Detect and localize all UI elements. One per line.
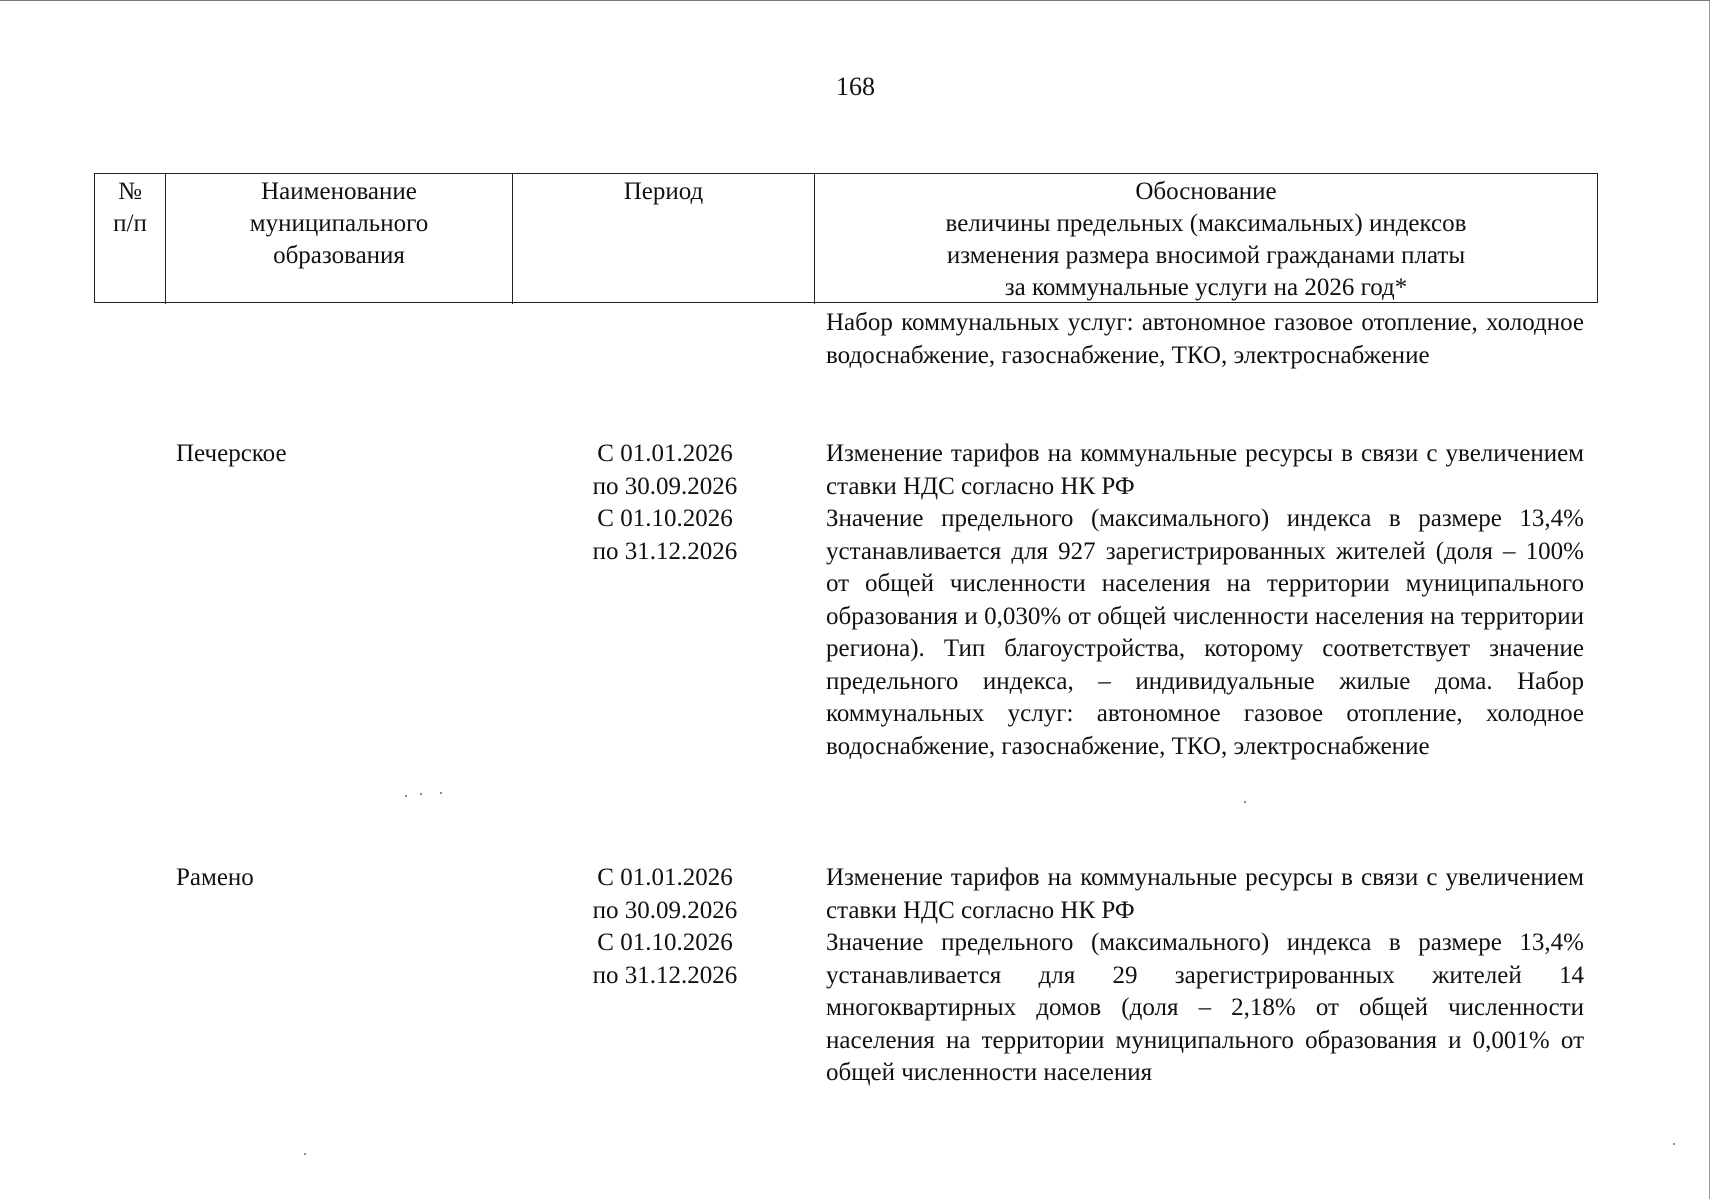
header-col-municipality: Наименование муниципального образования xyxy=(166,174,513,304)
row-1-period-line: по 30.09.2026 xyxy=(592,472,738,500)
scan-speck xyxy=(304,1153,306,1155)
row-1-period-line: по 31.12.2026 xyxy=(592,537,738,565)
row-1-municipality: Печерское xyxy=(176,440,287,467)
table-header xyxy=(94,173,1598,303)
continuation-text xyxy=(826,307,1584,372)
row-2-period xyxy=(562,862,768,992)
row-2-paragraph: Значение предельного (максимального) индекса в размере 13,4% устанавливается для 29 зарегистрированных жителей 14 многоквартирных домов (доля – 2,18% от общей численности населения на территории муниципального образования и 0,001% от общей численности населения xyxy=(826,929,1584,1086)
page-number: 168 xyxy=(836,72,875,101)
header-col-number: № п/п xyxy=(95,174,166,304)
row-2-period-line: С 01.01.2026 xyxy=(597,864,733,891)
row-1-period xyxy=(562,438,768,568)
row-2-period-line: С 01.10.2026 xyxy=(597,929,733,956)
scan-speck xyxy=(1244,801,1246,803)
row-2-period-line: по 31.12.2026 xyxy=(592,961,738,989)
row-1-justification xyxy=(826,438,1584,763)
row-2-paragraph: Изменение тарифов на коммунальные ресурсы в связи с увеличением ставки НДС согласно НК РФ xyxy=(826,864,1584,924)
scan-speck xyxy=(420,793,422,795)
scan-speck xyxy=(440,792,442,794)
continuation-paragraph: Набор коммунальных услуг: автономное газовое отопление, холодное водоснабжение, газоснабжение, ТКО, электроснабжение xyxy=(826,309,1584,369)
row-2-justification xyxy=(826,862,1584,1090)
row-1-paragraph: Изменение тарифов на коммунальные ресурсы в связи с увеличением ставки НДС согласно НК РФ xyxy=(826,440,1584,500)
row-1-period-line: С 01.01.2026 xyxy=(597,440,733,467)
row-1-paragraph: Значение предельного (максимального) индекса в размере 13,4% устанавливается для 927 зарегистрированных жителей (доля – 100% от общей численности населения на территории муниципального образования и 0,030% от общей численности населения на территории региона). Тип благоустройства, которому соответствует значение предельного индекса, – индивидуальные жилые дома. Набор коммунальных услуг: автономное газовое отопление, холодное водоснабжение, газоснабжение, ТКО, электроснабжение xyxy=(826,505,1584,760)
scan-speck xyxy=(405,795,407,797)
row-2-municipality: Рамено xyxy=(176,864,254,891)
row-1-period-line: С 01.10.2026 xyxy=(597,505,733,532)
header-col-period: Период xyxy=(513,174,815,304)
header-col-justification: Обоснование величины предельных (максимальных) индексов изменения размера вносимой гражданами платы за коммунальные услуги на 2026 год* xyxy=(945,178,1467,301)
row-2-period-line: по 30.09.2026 xyxy=(592,896,738,924)
scan-speck xyxy=(1673,1143,1675,1145)
